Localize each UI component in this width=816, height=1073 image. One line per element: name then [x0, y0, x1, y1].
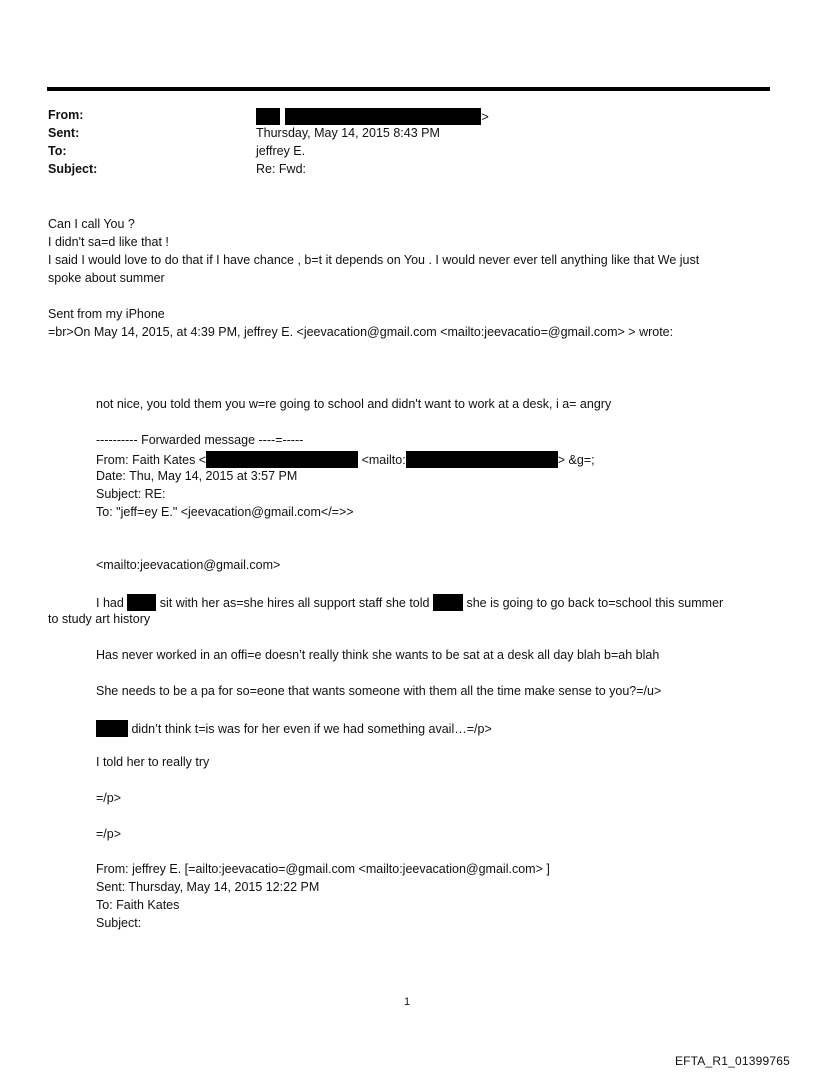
- quoted-paragraph: [96, 720, 492, 737]
- forwarded-to: To: "jeff=ey E." <jeevacation@gmail.com</=>>: [96, 505, 354, 519]
- forwarded-subject: Subject: RE:: [96, 487, 166, 501]
- redaction-block: [96, 720, 128, 737]
- text-fragment: didn’t think t=is was for her even if we had something avail…=/p>: [131, 722, 492, 736]
- signature-line: Sent from my iPhone: [48, 307, 165, 321]
- header-rule: [47, 87, 770, 91]
- text-fragment: she is going to go back to=school this summer: [466, 596, 724, 610]
- forwarded-mailto-label: <mailto:: [361, 453, 406, 467]
- quoted-line: not nice, you told them you w=re going to school and didn't want to work at a desk, i a= angry: [96, 397, 612, 411]
- original-sent: Sent: Thursday, May 14, 2015 12:22 PM: [96, 880, 320, 894]
- forwarded-from-suffix: > &g=;: [557, 453, 595, 467]
- mailto-line: <mailto:jeevacation@gmail.com>: [96, 558, 281, 572]
- redaction-block: [206, 451, 358, 468]
- text-fragment: sit with her as=she hires all support staff she told: [159, 596, 430, 610]
- quoted-line: I told her to really try: [96, 755, 210, 769]
- sent-label: Sent:: [48, 126, 80, 140]
- original-to: To: Faith Kates: [96, 898, 180, 912]
- original-from: From: jeffrey E. [=ailto:jeevacatio=@gmail.com <mailto:jeevacation@gmail.com> ]: [96, 862, 550, 876]
- body-line: Can I call You ?: [48, 217, 135, 231]
- sent-value: Thursday, May 14, 2015 8:43 PM: [256, 126, 440, 140]
- redaction-block: [127, 594, 156, 611]
- quoted-line: Has never worked in an offi=e doesn’t really think she wants to be sat at a desk all day blah b=ah blah: [96, 648, 660, 662]
- body-line: spoke about summer: [48, 271, 165, 285]
- quoted-line: to study art history: [48, 612, 151, 626]
- quoted-paragraph: [96, 594, 723, 611]
- from-value: [256, 108, 489, 125]
- to-value: jeffrey E.: [256, 144, 306, 158]
- redaction-block: [256, 108, 280, 125]
- to-label: To:: [48, 144, 67, 158]
- quote-intro-line: =br>On May 14, 2015, at 4:39 PM, jeffrey E. <jeevacation@gmail.com <mailto:jeevacatio=@gmail.com> > wrote:: [48, 325, 674, 339]
- redaction-block: [433, 594, 463, 611]
- subject-label: Subject:: [48, 162, 98, 176]
- document-id: EFTA_R1_01399765: [674, 1054, 790, 1068]
- from-suffix: >: [481, 110, 489, 124]
- forwarded-from: [96, 451, 595, 468]
- page-number: 1: [404, 996, 411, 1008]
- redaction-block: [285, 108, 481, 125]
- quoted-line: =/p>: [96, 791, 122, 805]
- subject-value: Re: Fwd:: [256, 162, 307, 176]
- forwarded-from-label: From: Faith Kates <: [96, 453, 207, 467]
- forwarded-separator: ---------- Forwarded message ----=-----: [96, 433, 304, 447]
- forwarded-date: Date: Thu, May 14, 2015 at 3:57 PM: [96, 469, 298, 483]
- quoted-line: She needs to be a pa for so=eone that wants someone with them all the time make sense to you?=/u>: [96, 684, 662, 698]
- body-line: I didn't sa=d like that !: [48, 235, 169, 249]
- original-subject: Subject:: [96, 916, 142, 930]
- body-line: I said I would love to do that if I have chance , b=t it depends on You . I would never ever tell anything like that We just: [48, 253, 700, 267]
- from-label: From:: [48, 108, 84, 122]
- text-fragment: I had: [96, 596, 124, 610]
- quoted-line: =/p>: [96, 827, 122, 841]
- redaction-block: [406, 451, 558, 468]
